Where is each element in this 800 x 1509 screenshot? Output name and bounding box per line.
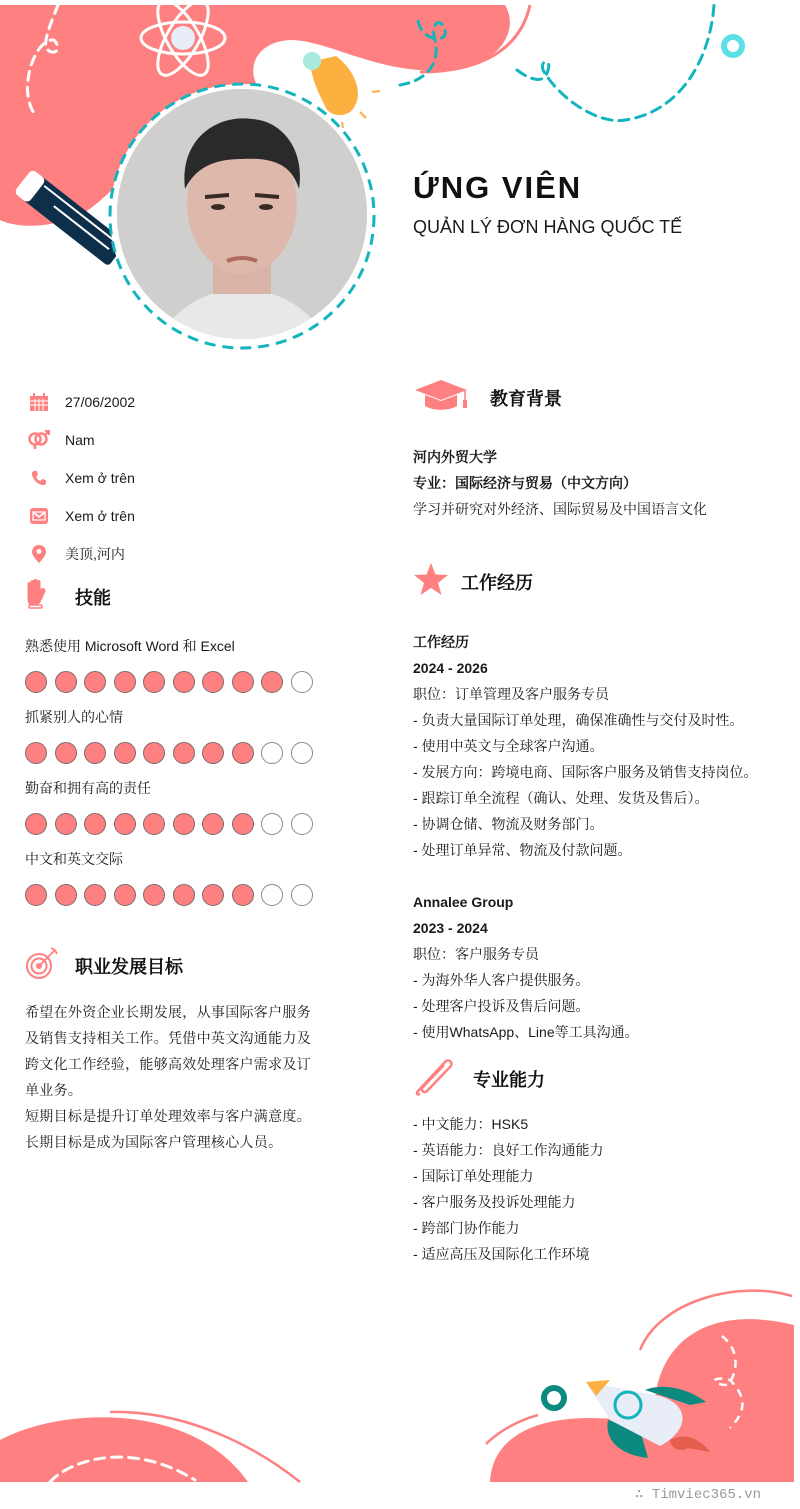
goal-line: 希望在外资企业长期发展，从事国际客户服务 — [25, 1004, 311, 1020]
skill-rating — [25, 884, 325, 906]
rating-dot-filled — [114, 671, 136, 693]
contact-email — [25, 497, 355, 535]
skills-section — [25, 578, 325, 906]
goal-header — [25, 946, 325, 985]
skill-label: 抓紧别人的心情 — [25, 709, 123, 725]
major: 专业：国际经济与贸易（中文方向） — [413, 475, 637, 491]
goal-line: 跨文化工作经验，能够高效处理客户需求及订 — [25, 1056, 311, 1072]
rating-dot-filled — [114, 884, 136, 906]
career-goal-section — [25, 946, 325, 1155]
job-line: - 使用中英文与全球客户沟通。 — [413, 738, 604, 754]
work-title: 工作经历 — [461, 572, 533, 593]
rating-dot-filled — [143, 742, 165, 764]
skill-item — [25, 635, 325, 693]
job-company: 工作经历 — [413, 634, 469, 650]
education-section — [413, 378, 793, 522]
education-title: 教育背景 — [490, 388, 562, 409]
rating-dot-filled — [232, 671, 254, 693]
rating-dot-filled — [232, 884, 254, 906]
phone-text: Xem ở trên — [65, 470, 135, 486]
rating-dot-filled — [143, 813, 165, 835]
contact-info — [25, 383, 355, 573]
contact-phone — [25, 459, 355, 497]
rating-dot-filled — [55, 742, 77, 764]
avatar-photo — [117, 89, 367, 339]
school-name: 河内外贸大学 — [413, 449, 497, 465]
skill-item — [25, 777, 325, 835]
rating-dot-filled — [143, 671, 165, 693]
job-line: - 使用WhatsApp、Line等工具沟通。 — [413, 1024, 639, 1040]
skill-label: 勤奋和拥有高的责任 — [25, 780, 151, 796]
gender-text: Nam — [65, 432, 95, 448]
birthday-text: 27/06/2002 — [65, 394, 136, 410]
rating-dot-filled — [202, 671, 224, 693]
rating-dot-empty — [291, 884, 313, 906]
job-entry — [413, 629, 793, 863]
rating-dot-filled — [25, 671, 47, 693]
skill-rating — [25, 813, 325, 835]
rating-dot-filled — [261, 671, 283, 693]
rating-dot-filled — [55, 671, 77, 693]
rating-dot-empty — [261, 884, 283, 906]
education-header — [413, 378, 793, 417]
work-experience-section — [413, 562, 793, 1045]
email-icon — [25, 505, 53, 527]
rating-dot-empty — [291, 742, 313, 764]
target-icon — [25, 946, 75, 985]
star-icon — [413, 562, 461, 601]
contact-gender — [25, 421, 355, 459]
job-company: Annalee Group — [413, 894, 514, 910]
goal-text — [25, 999, 325, 1155]
rating-dot-filled — [114, 742, 136, 764]
graduation-cap-icon — [413, 378, 490, 417]
skill-rating — [25, 671, 325, 693]
job-line: 职位：客户服务专员 — [413, 946, 539, 962]
rating-dot-filled — [84, 742, 106, 764]
skill-label: 熟悉使用 Microsoft Word 和 Excel — [25, 638, 235, 654]
calendar-icon — [25, 391, 53, 413]
skill-item — [25, 848, 325, 906]
rating-dot-filled — [202, 884, 224, 906]
job-line: - 发展方向：跨境电商、国际客户服务及销售支持岗位。 — [413, 764, 758, 780]
avatar-frame — [108, 82, 376, 350]
rating-dot-filled — [173, 742, 195, 764]
professional-header — [413, 1056, 793, 1101]
job-line: 职位：订单管理及客户服务专员 — [413, 686, 609, 702]
skill-item — [25, 706, 325, 764]
skill-rating — [25, 742, 325, 764]
goal-line: 短期目标是提升订单处理效率与客户满意度。 — [25, 1108, 311, 1124]
paperclip-icon — [413, 1056, 473, 1101]
professional-item: - 客户服务及投诉处理能力 — [413, 1194, 576, 1210]
job-line: - 跟踪订单全流程（确认、处理、发货及售后）。 — [413, 790, 709, 806]
job-period: 2023 - 2024 — [413, 920, 488, 936]
job-entry — [413, 889, 793, 1045]
rating-dot-filled — [143, 884, 165, 906]
rating-dot-empty — [261, 813, 283, 835]
professional-item: - 中文能力：HSK5 — [413, 1116, 529, 1132]
watermark: ∴ Timviec365.vn — [635, 1487, 762, 1503]
job-line: - 负责大量国际订单处理，确保准确性与交付及时性。 — [413, 712, 744, 728]
rating-dot-filled — [84, 671, 106, 693]
rating-dot-filled — [232, 813, 254, 835]
education-desc: 学习并研究对外经济、国际贸易及中国语言文化 — [413, 501, 707, 517]
rating-dot-filled — [55, 884, 77, 906]
rating-dot-filled — [55, 813, 77, 835]
location-icon — [25, 543, 53, 565]
rating-dot-filled — [84, 813, 106, 835]
professional-title: 专业能力 — [473, 1069, 545, 1090]
goal-line: 及销售支持相关工作。凭借中英文沟通能力及 — [25, 1030, 311, 1046]
contact-birthday — [25, 383, 355, 421]
rating-dot-filled — [114, 813, 136, 835]
rating-dot-filled — [84, 884, 106, 906]
professional-list — [413, 1111, 793, 1267]
rating-dot-filled — [173, 884, 195, 906]
rating-dot-empty — [261, 742, 283, 764]
rating-dot-filled — [202, 813, 224, 835]
work-header — [413, 562, 793, 601]
education-entry — [413, 444, 793, 522]
rating-dot-filled — [25, 742, 47, 764]
gender-icon — [25, 429, 53, 451]
address-text: 美顶,河内 — [65, 546, 125, 562]
candidate-name: ỨNG VIÊN — [413, 170, 583, 205]
job-line: - 处理客户投诉及售后问题。 — [413, 998, 590, 1014]
rating-dot-filled — [173, 671, 195, 693]
phone-icon — [25, 467, 53, 489]
rating-dot-filled — [202, 742, 224, 764]
job-line: - 协调仓储、物流及财务部门。 — [413, 816, 604, 832]
rating-dot-filled — [25, 813, 47, 835]
goal-title: 职业发展目标 — [75, 956, 183, 977]
goal-line: 长期目标是成为国际客户管理核心人员。 — [25, 1134, 283, 1150]
skills-title: 技能 — [75, 587, 111, 608]
professional-item: - 适应高压及国际化工作环境 — [413, 1246, 590, 1262]
rating-dot-filled — [25, 884, 47, 906]
rating-dot-empty — [291, 671, 313, 693]
professional-skills-section — [413, 1056, 793, 1267]
rating-dot-empty — [291, 813, 313, 835]
job-period: 2024 - 2026 — [413, 660, 488, 676]
professional-item: - 跨部门协作能力 — [413, 1220, 520, 1236]
skills-header — [25, 578, 325, 615]
skill-label: 中文和英文交际 — [25, 851, 123, 867]
email-text: Xem ở trên — [65, 508, 135, 524]
job-line: - 处理订单异常、物流及付款问题。 — [413, 842, 632, 858]
rating-dot-filled — [173, 813, 195, 835]
job-line: - 为海外华人客户提供服务。 — [413, 972, 590, 988]
goal-line: 单业务。 — [25, 1082, 83, 1098]
candidate-role: QUẢN LÝ ĐƠN HÀNG QUỐC TẾ — [413, 217, 683, 237]
rating-dot-filled — [232, 742, 254, 764]
avatar — [117, 89, 367, 339]
professional-item: - 国际订单处理能力 — [413, 1168, 534, 1184]
hand-icon — [25, 578, 75, 615]
contact-address — [25, 535, 355, 573]
professional-item: - 英语能力：良好工作沟通能力 — [413, 1142, 604, 1158]
